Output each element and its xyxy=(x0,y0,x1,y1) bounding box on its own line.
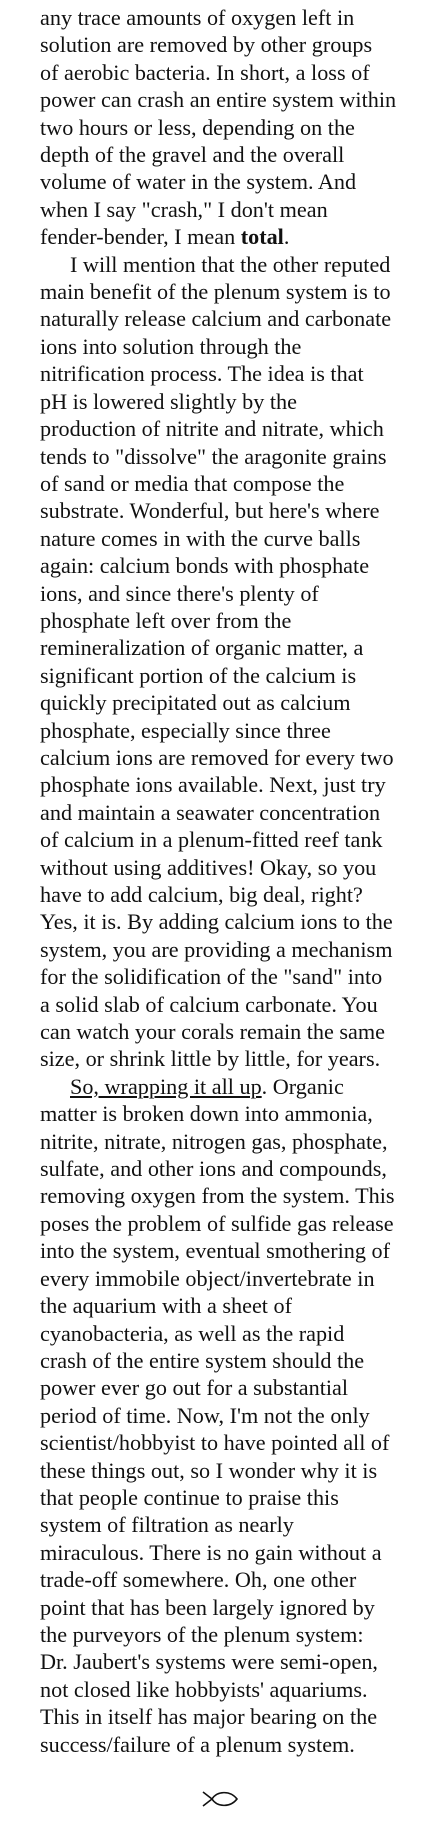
text-line-first: I will mention that the other reputed xyxy=(70,251,391,277)
text-line: of calcium in a plenum-fitted reef tank xyxy=(40,827,383,853)
text-line-last xyxy=(40,223,435,250)
text-line: of sand or media that compose the xyxy=(40,470,345,496)
text-line: point that has been largely ignored by xyxy=(40,1594,375,1620)
paragraph-1 xyxy=(40,4,435,251)
text-line: ions, and since there's plenty of xyxy=(40,580,319,606)
text-line: any trace amounts of oxygen left in xyxy=(40,5,355,30)
text-line: every immobile object/invertebrate in xyxy=(40,1265,375,1291)
text-line: quickly precipitated out as calcium xyxy=(40,690,351,716)
text-line: the purveyors of the plenum system: xyxy=(40,1621,364,1647)
text-line: nitrification process. The idea is that xyxy=(40,361,364,387)
text-line: production of nitrite and nitrate, which xyxy=(40,416,384,442)
text-line: phosphate ions available. Next, just try xyxy=(40,772,386,798)
text-line: system, you are providing a mechanism xyxy=(40,936,393,962)
text-line: power ever go out for a substantial xyxy=(40,1375,349,1401)
text-line: when I say "crash," I don't mean xyxy=(40,196,328,222)
text-line: not closed like hobbyists' aquariums. xyxy=(40,1676,368,1702)
text-line: into the system, eventual smothering of xyxy=(40,1238,391,1264)
text-fragment: fender-bender, I mean xyxy=(40,224,241,250)
text-line: poses the problem of sulfide gas release xyxy=(40,1210,394,1236)
text-fragment: . xyxy=(283,224,290,250)
paragraph-3 xyxy=(40,1073,435,1758)
text-line: ions into solution through the xyxy=(40,333,302,359)
text-line: size, or shrink little by little, for years. xyxy=(40,1046,381,1072)
text-line: nitrite, nitrate, nitrogen gas, phosphate, xyxy=(40,1128,388,1154)
text-line: scientist/hobbyist to have pointed all of xyxy=(40,1430,390,1456)
text-line: system of filtration as nearly xyxy=(40,1512,294,1538)
text-line: a solid slab of calcium carbonate. You xyxy=(40,991,378,1017)
text-line: miraculous. There is no gain without a xyxy=(40,1539,382,1565)
text-line: the aquarium with a sheet of xyxy=(40,1293,292,1319)
section-heading-inline: So, wrapping it all up xyxy=(70,1073,262,1099)
text-line: of aerobic bacteria. In short, a loss of xyxy=(40,59,370,85)
text-line: again: calcium bonds with phosphate xyxy=(40,553,370,579)
text-line: significant portion of the calcium is xyxy=(40,662,357,688)
text-line: have to add calcium, big deal, right? xyxy=(40,882,363,907)
text-line: sulfate, and other ions and compounds, xyxy=(40,1156,387,1182)
text-line: two hours or less, depending on the xyxy=(40,114,355,140)
text-line: volume of water in the system. And xyxy=(40,169,357,195)
text-line: calcium ions are removed for every two xyxy=(40,744,394,770)
text-line: trade-off somewhere. Oh, one other xyxy=(40,1567,357,1593)
text-line: pH is lowered slightly by the xyxy=(40,388,297,414)
text-line-first xyxy=(40,1073,435,1100)
text-line: matter is broken down into ammonia, xyxy=(40,1101,373,1127)
text-line: main benefit of the plenum system is to xyxy=(40,279,391,305)
text-line: nature comes in with the curve balls xyxy=(40,525,361,551)
text-line: tends to "dissolve" the aragonite grains xyxy=(40,443,387,469)
text-line: for the solidification of the "sand" into xyxy=(40,964,383,990)
text-line: solution are removed by other groups xyxy=(40,32,373,58)
text-line: removing oxygen from the system. This xyxy=(40,1183,395,1209)
text-line: Dr. Jaubert's systems were semi-open, xyxy=(40,1649,378,1675)
text-line: and maintain a seawater concentration xyxy=(40,799,381,825)
text-line: power can crash an entire system within xyxy=(40,87,397,113)
fish-end-mark-icon xyxy=(200,1788,240,1810)
text-line: period of time. Now, I'm not the only xyxy=(40,1402,370,1428)
article-column xyxy=(40,4,435,1758)
text-line: crash of the entire system should the xyxy=(40,1347,365,1373)
text-line: phosphate, especially since three xyxy=(40,717,331,743)
text-line: these things out, so I wonder why it is xyxy=(40,1457,378,1483)
text-line: Yes, it is. By adding calcium ions to the xyxy=(40,909,393,935)
text-line: that people continue to praise this xyxy=(40,1484,339,1510)
text-line: can watch your corals remain the same xyxy=(40,1019,385,1045)
paragraph-2 xyxy=(40,251,435,1073)
text-line: phosphate left over from the xyxy=(40,607,292,633)
emphasis-total: total xyxy=(240,224,284,250)
text-line: depth of the gravel and the overall xyxy=(40,142,345,168)
text-line: naturally release calcium and carbonate xyxy=(40,306,392,332)
text-line: This in itself has major bearing on the xyxy=(40,1704,378,1730)
text-line: without using additives! Okay, so you xyxy=(40,854,377,880)
text-line: success/failure of a plenum system. xyxy=(40,1731,355,1757)
text-line: substrate. Wonderful, but here's where xyxy=(40,498,380,524)
text-line: remineralization of organic matter, a xyxy=(40,635,364,661)
text-line: cyanobacteria, as well as the rapid xyxy=(40,1320,345,1346)
text-fragment: . Organic xyxy=(261,1073,344,1099)
